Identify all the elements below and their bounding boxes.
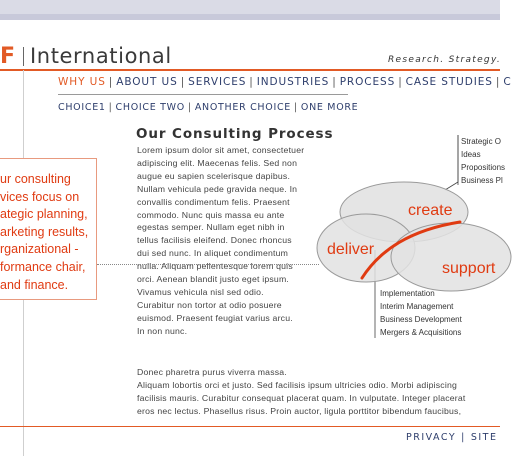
logo-divider	[23, 47, 24, 66]
create-label: create	[408, 202, 453, 219]
top-decor-band-lower	[0, 14, 500, 20]
top-list-item: Propositions	[461, 163, 506, 172]
intro-line: egestas semper. Nullam eget nibh in	[137, 222, 285, 233]
footer-privacy-link[interactable]: PRIVACY	[406, 432, 457, 443]
subnav-item-one-more[interactable]: ONE MORE	[300, 102, 359, 113]
top-leader-line	[445, 135, 458, 190]
nav-separator: |	[180, 76, 186, 88]
footer-site-link[interactable]: SITE	[470, 432, 498, 443]
support-ellipse	[391, 223, 511, 291]
nav-separator: |	[332, 76, 337, 88]
process-diagram	[300, 130, 506, 345]
closing-line: Aliquam lobortis orci et justo. Sed facilisis ipsum ultricies odio. Morbi adipiscing	[137, 379, 458, 390]
intro-line: nulla. Aliquam pellentesque lorem quis	[137, 261, 293, 272]
closing-line: Donec pharetra purus viverra massa.	[137, 367, 287, 377]
top-list-item: Ideas	[461, 150, 481, 159]
intro-line: dui sed nunc. In aliquet condimentum	[137, 248, 289, 259]
deliver-label: deliver	[327, 241, 375, 258]
header-rule	[0, 69, 500, 71]
callout-text: ur consulting vices focus on ategic planning, arketing results, rganizational - formance chair, and finance.	[0, 172, 89, 292]
nav-item-truncated[interactable]: C	[503, 76, 512, 88]
nav-item-about-us[interactable]: ABOUT US	[116, 76, 178, 88]
footer-rule	[0, 426, 500, 427]
brand-tagline: Research. Strategy.	[388, 55, 502, 65]
sub-nav	[58, 102, 358, 113]
intro-line: Vivamus vehicula nisl sed odio.	[137, 286, 264, 297]
footer-links	[406, 432, 497, 443]
subnav-item-choice1[interactable]: CHOICE1	[58, 102, 106, 113]
subnav-separator: |	[108, 102, 113, 113]
nav-separator: |	[398, 76, 403, 88]
top-list-item: Strategic O	[461, 137, 502, 146]
page-title: Our Consulting Process	[136, 126, 334, 142]
intro-line: In non nunc.	[137, 325, 188, 336]
nav-item-process[interactable]: PROCESS	[339, 76, 396, 88]
support-label: support	[442, 260, 496, 277]
closing-paragraph	[137, 366, 499, 418]
intro-line: orci. Aenean blandit justo eget ipsum.	[137, 274, 289, 285]
intro-line: euismod. Praesent feugiat varius arcu.	[137, 312, 293, 323]
intro-line: augue eu sapien scelerisque dapibus.	[137, 170, 291, 181]
top-list-item: Business Pl	[461, 176, 503, 185]
bottom-list-item: Mergers & Acquisitions	[380, 328, 462, 337]
footer-separator: |	[461, 432, 466, 443]
nav-separator: |	[495, 76, 501, 88]
top-decor-band	[0, 0, 500, 14]
subnav-separator: |	[294, 102, 298, 113]
nav-separator: |	[108, 76, 114, 88]
callout-box	[0, 158, 97, 300]
intro-line: commodo. Nunc quis massa eu ante	[137, 209, 285, 220]
subnav-item-choice-two[interactable]: CHOICE TWO	[115, 102, 185, 113]
intro-line: adipiscing elit. Maecenas felis. Sed non	[137, 157, 298, 168]
subnav-rule	[58, 94, 348, 95]
brand-mark: F	[0, 44, 16, 69]
bottom-list-item: Implementation	[380, 289, 435, 298]
bottom-list-item: Business Development	[380, 315, 462, 324]
nav-item-industries[interactable]: INDUSTRIES	[256, 76, 330, 88]
intro-line: Curabitur non tortor at odio posuere	[137, 299, 282, 310]
nav-item-why-us[interactable]: WHY US	[58, 76, 106, 88]
bottom-list-item: Interim Management	[380, 302, 454, 311]
brand-name-wrap[interactable]	[30, 44, 172, 68]
callout-leader-line	[97, 264, 319, 265]
nav-item-services[interactable]: SERVICES	[188, 76, 247, 88]
nav-separator: |	[249, 76, 254, 88]
brand-logo[interactable]	[0, 44, 15, 69]
intro-line: convallis condimentum felis. Praesent	[137, 196, 290, 207]
intro-line: Lorem ipsum dolor sit amet, consectetuer	[137, 145, 305, 155]
intro-paragraph	[137, 144, 317, 338]
subnav-item-another-choice[interactable]: ANOTHER CHOICE	[194, 102, 291, 113]
intro-line: Nullam vehicula pede gravida neque. In	[137, 183, 298, 194]
closing-line: facilisis mauris. Curabitur consequat placerat quam. In vulputate. Integer placerat	[137, 392, 466, 403]
subnav-separator: |	[187, 102, 192, 113]
main-nav	[58, 76, 512, 88]
intro-line: tellus facilisis eleifend. Donec rhoncus	[137, 235, 292, 246]
brand-name: International	[30, 44, 172, 68]
closing-line: eros nec lectus. Phasellus risus. Proin auctor, ligula porttitor bibendum faucibus,	[137, 405, 462, 416]
nav-item-case-studies[interactable]: CASE STUDIES	[405, 76, 493, 88]
